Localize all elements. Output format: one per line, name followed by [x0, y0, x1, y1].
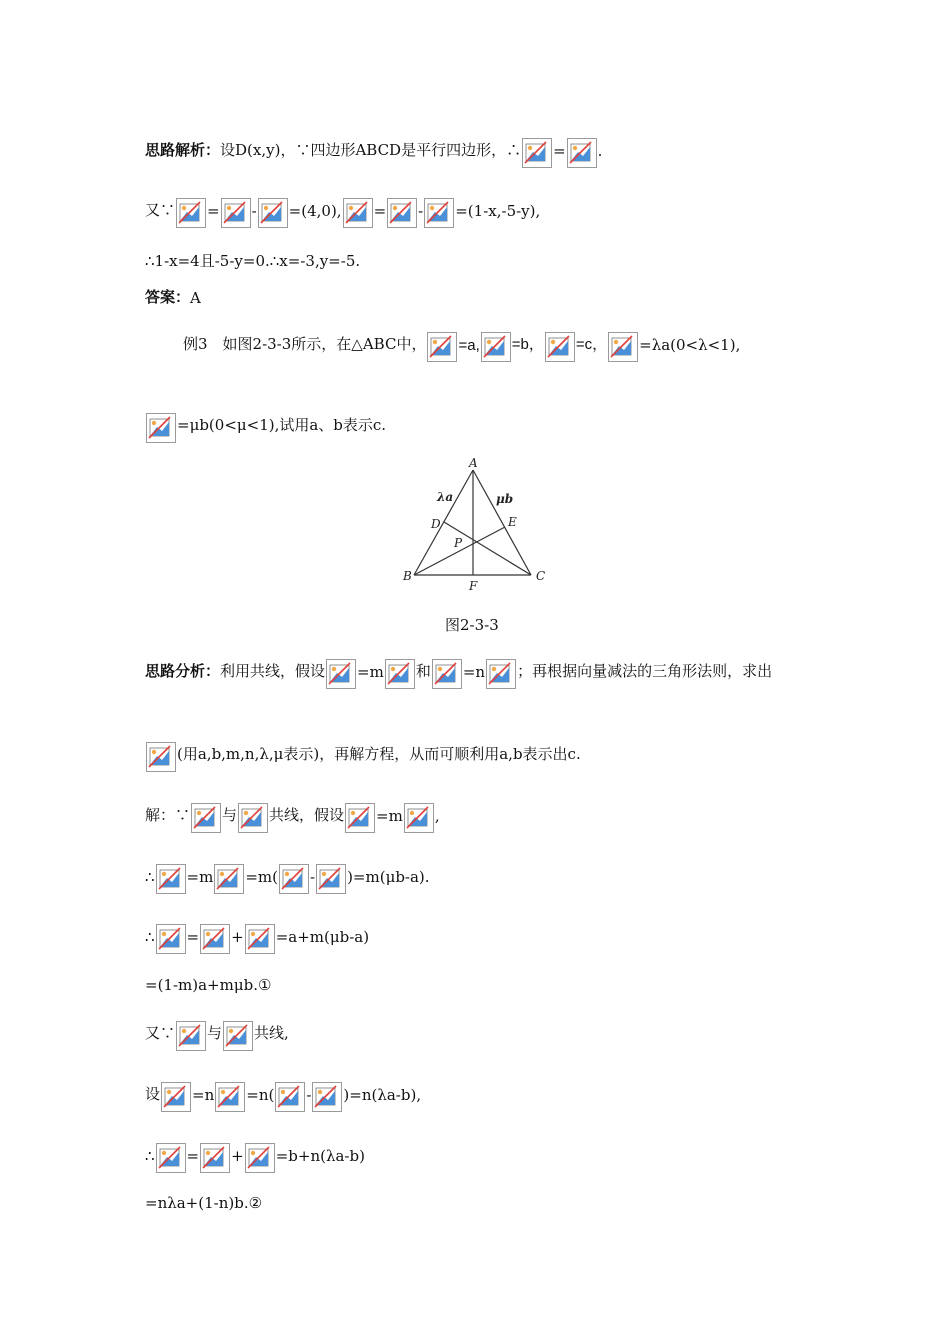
example-line-2 [145, 405, 386, 435]
text: ；再根据向量减法的三角形法则，求出 [517, 662, 773, 680]
broken-image-icon [214, 864, 244, 894]
solution-line-6 [145, 1074, 421, 1104]
broken-image-icon [245, 924, 275, 954]
text: 共线, [254, 1024, 289, 1042]
solution-line-8 [145, 1194, 262, 1212]
broken-image-icon [176, 198, 206, 228]
broken-image-icon [238, 803, 268, 833]
text: - [251, 202, 257, 220]
text: = [186, 928, 200, 946]
text: 例3 如图2-3-3所示，在△ABC中， [183, 335, 427, 353]
solution-line-4 [145, 976, 271, 994]
text: 解：∵ [145, 806, 191, 824]
broken-image-icon [200, 924, 230, 954]
broken-image-icon [608, 332, 638, 362]
solution-line-7 [145, 1135, 365, 1165]
text: =λa(0<λ<1), [639, 336, 741, 354]
text: - [310, 868, 316, 886]
broken-image-icon [258, 198, 288, 228]
text: 和 [415, 662, 431, 680]
text: 共线，假设 [269, 806, 345, 824]
broken-image-icon [424, 198, 454, 228]
broken-image-icon [404, 803, 434, 833]
broken-image-icon [215, 1082, 245, 1112]
text: =m [376, 807, 403, 825]
analysis-line-4 [145, 651, 772, 681]
text: =m( [245, 868, 278, 886]
text: (用a,b,m,n,λ,μ表示)，再解方程，从而可顺利用a,b表示出c. [177, 745, 581, 763]
text: = [207, 202, 220, 220]
text: =c， [575, 336, 608, 353]
broken-image-icon [432, 659, 462, 689]
vertex-label-a: A [469, 456, 478, 470]
broken-image-icon [326, 659, 356, 689]
text: =(4,0), [288, 202, 342, 220]
broken-image-icon [345, 803, 375, 833]
text: =n( [246, 1086, 275, 1104]
text: 又∵ [145, 1024, 176, 1042]
broken-image-icon [176, 1021, 206, 1051]
text: = [186, 1147, 200, 1165]
answer-value: A [190, 289, 201, 307]
text: + [231, 1147, 244, 1165]
solution-line-5 [145, 1013, 289, 1043]
broken-image-icon [567, 138, 597, 168]
text: =a+m(μb-a) [275, 928, 370, 946]
solution-line-1 [145, 795, 440, 825]
broken-image-icon [343, 198, 373, 228]
text: 利用共线，假设 [220, 662, 326, 680]
text: 设D(x,y)，∵四边形ABCD是平行四边形，∴ [220, 141, 522, 159]
text: =n [192, 1086, 215, 1104]
broken-image-icon [275, 1082, 305, 1112]
text: - [418, 202, 424, 220]
broken-image-icon [146, 742, 176, 772]
text: =μb(0<μ<1),试用a、b表示c. [177, 416, 387, 434]
broken-image-icon [161, 1082, 191, 1112]
vertex-label-b: B [403, 569, 412, 583]
text: 与 [222, 806, 238, 824]
text: ∴ [145, 928, 155, 946]
text: ∴ [145, 868, 155, 886]
text: =b+n(λa-b) [275, 1147, 365, 1165]
broken-image-icon [312, 1082, 342, 1112]
broken-image-icon [486, 659, 516, 689]
text: =(1-x,-5-y), [455, 202, 541, 220]
text: =m [186, 868, 214, 886]
broken-image-icon [522, 138, 552, 168]
text: 设 [145, 1085, 161, 1103]
broken-image-icon [316, 864, 346, 894]
text: =b， [511, 336, 544, 353]
text: =a, [458, 337, 480, 354]
text: =m [357, 663, 384, 681]
broken-image-icon [223, 1021, 253, 1051]
broken-image-icon [146, 413, 176, 443]
text: , [434, 807, 440, 825]
text: + [231, 928, 244, 946]
equation-2: =nλa+(1-n)b.② [145, 1194, 263, 1212]
broken-image-icon [221, 198, 251, 228]
figure-caption: 图2-3-3 [445, 616, 499, 634]
analysis-line-3 [145, 250, 360, 271]
broken-image-icon [200, 1143, 230, 1173]
vertex-label-c: C [536, 569, 546, 583]
broken-image-icon [156, 924, 186, 954]
analysis-line-2 [145, 190, 540, 220]
triangle-figure [400, 455, 555, 595]
text: )=m(μb-a). [347, 868, 430, 886]
text: . [597, 142, 603, 160]
broken-image-icon [245, 1143, 275, 1173]
broken-image-icon [387, 198, 417, 228]
broken-image-icon [191, 803, 221, 833]
text: = [373, 202, 387, 220]
analysis-line-1 [145, 130, 602, 160]
answer-line [145, 286, 201, 307]
answer-label: 答案： [145, 288, 191, 306]
text: 又∵ [145, 201, 176, 219]
point-label-e: E [508, 515, 517, 529]
text: ∴ [145, 1147, 155, 1165]
broken-image-icon [156, 864, 186, 894]
example-line-1 [183, 324, 740, 354]
broken-image-icon [156, 1143, 186, 1173]
analysis-line-5 [145, 734, 581, 764]
solution-line-2 [145, 856, 430, 886]
text: = [553, 142, 566, 160]
point-label-p: P [454, 536, 463, 550]
section-label: 思路分析： [145, 662, 221, 680]
broken-image-icon [545, 332, 575, 362]
point-label-f: F [469, 579, 478, 593]
section-label: 思路解析： [145, 141, 221, 159]
segment-label-mu-b: μb [496, 492, 514, 506]
text: - [306, 1086, 312, 1104]
broken-image-icon [279, 864, 309, 894]
text: ∴1-x=4且-5-y=0.∴x=-3,y=-5. [145, 252, 361, 270]
point-label-d: D [431, 517, 441, 531]
segment-label-lambda-a: λa [437, 490, 454, 504]
broken-image-icon [385, 659, 415, 689]
text: )=n(λa-b), [343, 1086, 422, 1104]
broken-image-icon [481, 332, 511, 362]
solution-line-3 [145, 916, 369, 946]
broken-image-icon [427, 332, 457, 362]
equation-1: =(1-m)a+mμb.① [145, 976, 272, 994]
text: 与 [207, 1024, 223, 1042]
text: =n [462, 663, 486, 681]
